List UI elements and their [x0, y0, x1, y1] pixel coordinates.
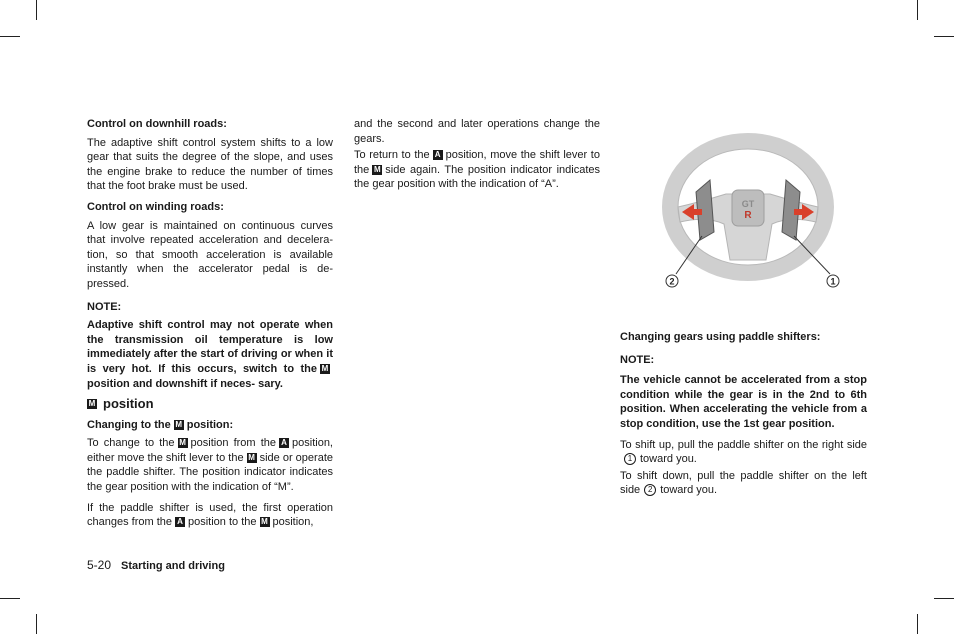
paragraph-paddle: If the paddle shifter is used, the first operation changes from the A position to the M position, — [87, 501, 333, 529]
a-badge-icon: A — [175, 517, 185, 527]
steering-wheel-figure — [630, 132, 868, 300]
heading-paddle-shifters: Changing gears using paddle shifters: — [620, 331, 821, 343]
page-footer — [87, 558, 225, 572]
callout-one-icon: 1 — [624, 453, 636, 465]
crop-mark — [917, 0, 918, 20]
paragraph-downhill: The adaptive shift control system shifts to a low gear that suits the degree of the slope, and uses the engine brake to reduce the number of times that the foot brake must be used. — [87, 136, 333, 193]
logo-r: R — [744, 210, 752, 221]
m-badge-icon: M — [321, 364, 329, 373]
m-badge-icon: M — [373, 164, 381, 174]
note-adaptive: Adaptive shift control may not operate when the transmission oil temperature is low immediately after the start of driving or when it is very hot. If this occurs, switch to the Mposition and downshift if neces- sary. — [87, 319, 333, 390]
logo-gt: GT — [741, 199, 755, 209]
crop-mark — [36, 0, 37, 20]
callout-two: 2 — [669, 276, 675, 287]
heading-winding: Control on winding roads: — [87, 200, 224, 213]
paragraph-change-m: To change to the M position from the A position, either move the shift lever to the M side or operate the paddle shifter. The position indicator indicates the gear position with the indication of “M”. — [87, 437, 333, 494]
page-number: 5-20 — [87, 558, 112, 572]
note-label: NOTE: — [620, 353, 655, 366]
crop-mark — [0, 598, 20, 599]
m-badge-icon: M — [179, 438, 186, 448]
crop-mark — [934, 36, 954, 37]
m-badge-icon: M — [88, 399, 96, 409]
a-badge-icon: A — [279, 438, 289, 448]
m-position-title: M position — [88, 396, 154, 412]
note-label: NOTE: — [87, 300, 122, 313]
column-left — [87, 117, 333, 536]
paragraph-shift-up: To shift up, pull the paddle shifter on the right side1 toward you. — [620, 438, 867, 466]
paragraph-return-a: To return to the A position, move the shift lever to the M side again. The position indicator indicates the gear position with the indication of “A”. — [354, 149, 600, 191]
heading-changing-m: Changing to the M position: — [87, 418, 234, 431]
crop-mark — [917, 614, 918, 634]
paragraph-winding: A low gear is maintained on continuous curves that involve repeated acceleration and decelera- tion, so that smooth acceleration is available instantly when the accelerator pedal is de- pressed. — [87, 219, 333, 290]
crop-mark — [0, 36, 20, 37]
callout-one: 1 — [830, 276, 836, 287]
m-badge-icon: M — [248, 452, 255, 462]
crop-mark — [36, 614, 37, 634]
m-badge-icon: M — [175, 419, 183, 429]
callout-two-icon: 2 — [644, 484, 656, 496]
a-badge-icon: A — [433, 150, 443, 160]
paragraph-continue: and the second and later operations change the gears. — [354, 118, 600, 145]
crop-mark — [934, 598, 954, 599]
heading-downhill: Control on downhill roads: — [87, 118, 227, 130]
column-right — [620, 330, 867, 504]
m-badge-icon: M — [261, 517, 268, 527]
note-stop-condition: The vehicle cannot be accelerated from a stop condition while the gear is in the 2nd to 6th position. When accelerating the vehicle from a stop condition, use the 1st gear position. — [620, 374, 867, 430]
column-middle — [354, 117, 600, 198]
section-title: Starting and driving — [121, 560, 225, 572]
paragraph-shift-down: To shift down, pull the paddle shifter on the left side 2 toward you. — [620, 469, 867, 497]
